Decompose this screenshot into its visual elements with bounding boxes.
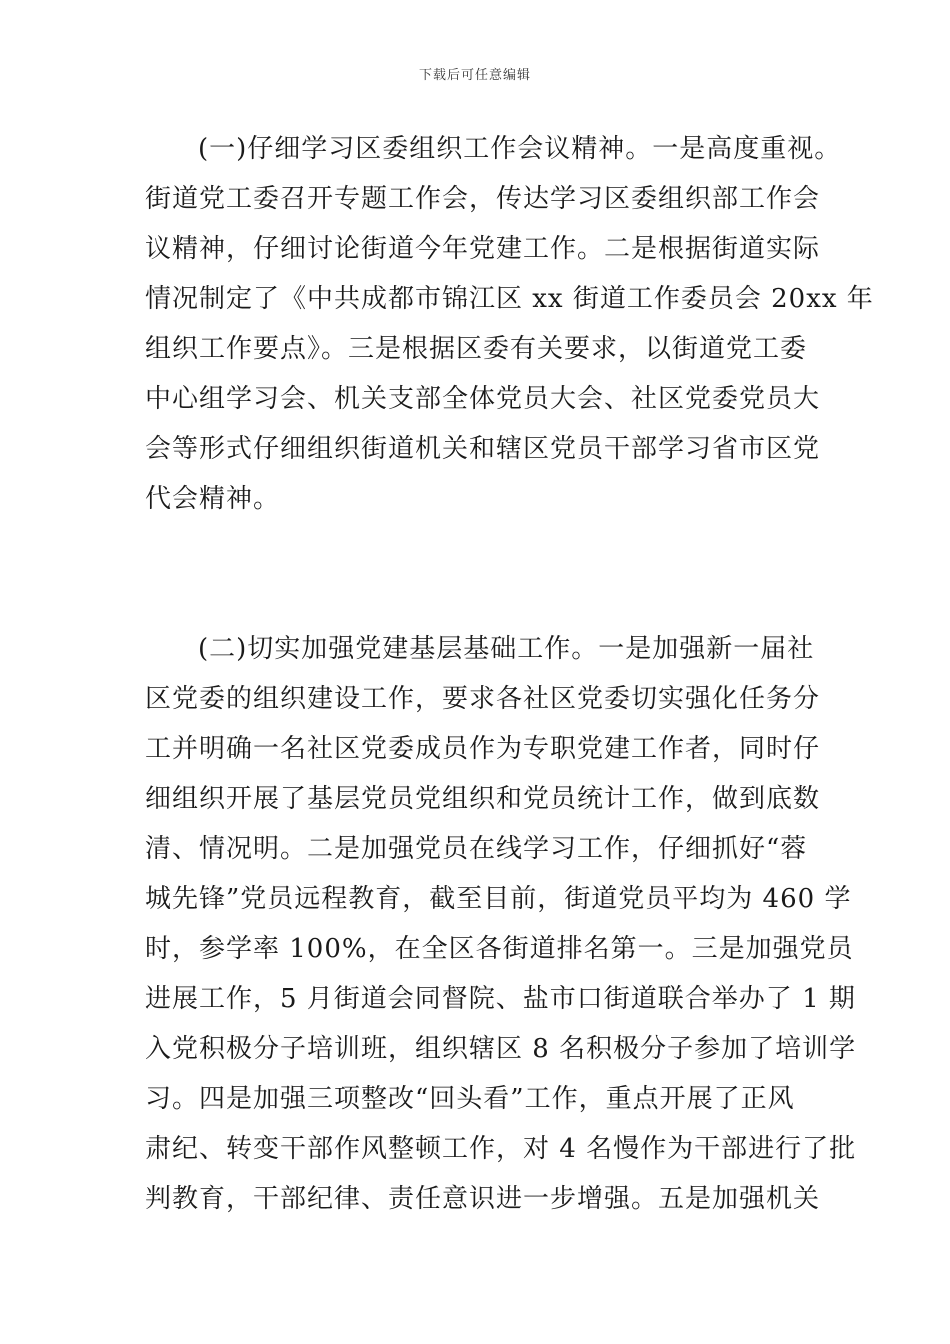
paragraph-2-line-10: 习。四是加强三项整改“回头看”工作，重点开展了正风 <box>145 1084 795 1114</box>
header-note: 下载后可任意编辑 <box>418 68 531 83</box>
paragraph-2-line-1: (二)切实加强党建基层基础工作。一是加强新一届社 <box>198 634 815 664</box>
paragraph-1-line-5: 组织工作要点》。三是根据区委有关要求，以街道党工委 <box>145 334 808 364</box>
paragraph-1-line-1: (一)仔细学习区委组织工作会议精神。一是高度重视。 <box>198 134 842 164</box>
paragraph-2-line-8: 进展工作，5 月街道会同督院、盐市口街道联合举办了 1 期 <box>145 984 856 1014</box>
paragraph-1-line-3: 议精神，仔细讨论街道今年党建工作。二是根据街道实际 <box>145 234 821 264</box>
paragraph-2-line-3: 工并明确一名社区党委成员作为专职党建工作者，同时仔 <box>145 734 821 764</box>
paragraph-1-line-4: 情况制定了《中共成都市锦江区 xx 街道工作委员会 20xx 年 <box>145 284 874 314</box>
paragraph-2-line-7: 时，参学率 100%，在全区各街道排名第一。三是加强党员 <box>145 934 854 964</box>
paragraph-2-line-9: 入党积极分子培训班，组织辖区 8 名积极分子参加了培训学 <box>145 1034 857 1064</box>
paragraph-1-line-6: 中心组学习会、机关支部全体党员大会、社区党委党员大 <box>145 384 821 414</box>
paragraph-2-line-5: 清、情况明。二是加强党员在线学习工作，仔细抓好“蓉 <box>145 834 808 864</box>
paragraph-2-line-2: 区党委的组织建设工作，要求各社区党委切实强化任务分 <box>145 684 821 714</box>
paragraph-1-line-7: 会等形式仔细组织街道机关和辖区党员干部学习省市区党 <box>145 434 821 464</box>
paragraph-2-line-6: 城先锋”党员远程教育，截至目前，街道党员平均为 460 学 <box>145 884 852 914</box>
paragraph-2-line-11: 肃纪、转变干部作风整顿工作，对 4 名慢作为干部进行了批 <box>145 1134 857 1164</box>
paragraph-1-line-8: 代会精神。 <box>145 484 281 514</box>
paragraph-1-line-2: 街道党工委召开专题工作会，传达学习区委组织部工作会 <box>145 184 821 214</box>
paragraph-2-line-4: 细组织开展了基层党员党组织和党员统计工作，做到底数 <box>145 784 821 814</box>
paragraph-2-line-12: 判教育，干部纪律、责任意识进一步增强。五是加强机关 <box>145 1184 821 1214</box>
